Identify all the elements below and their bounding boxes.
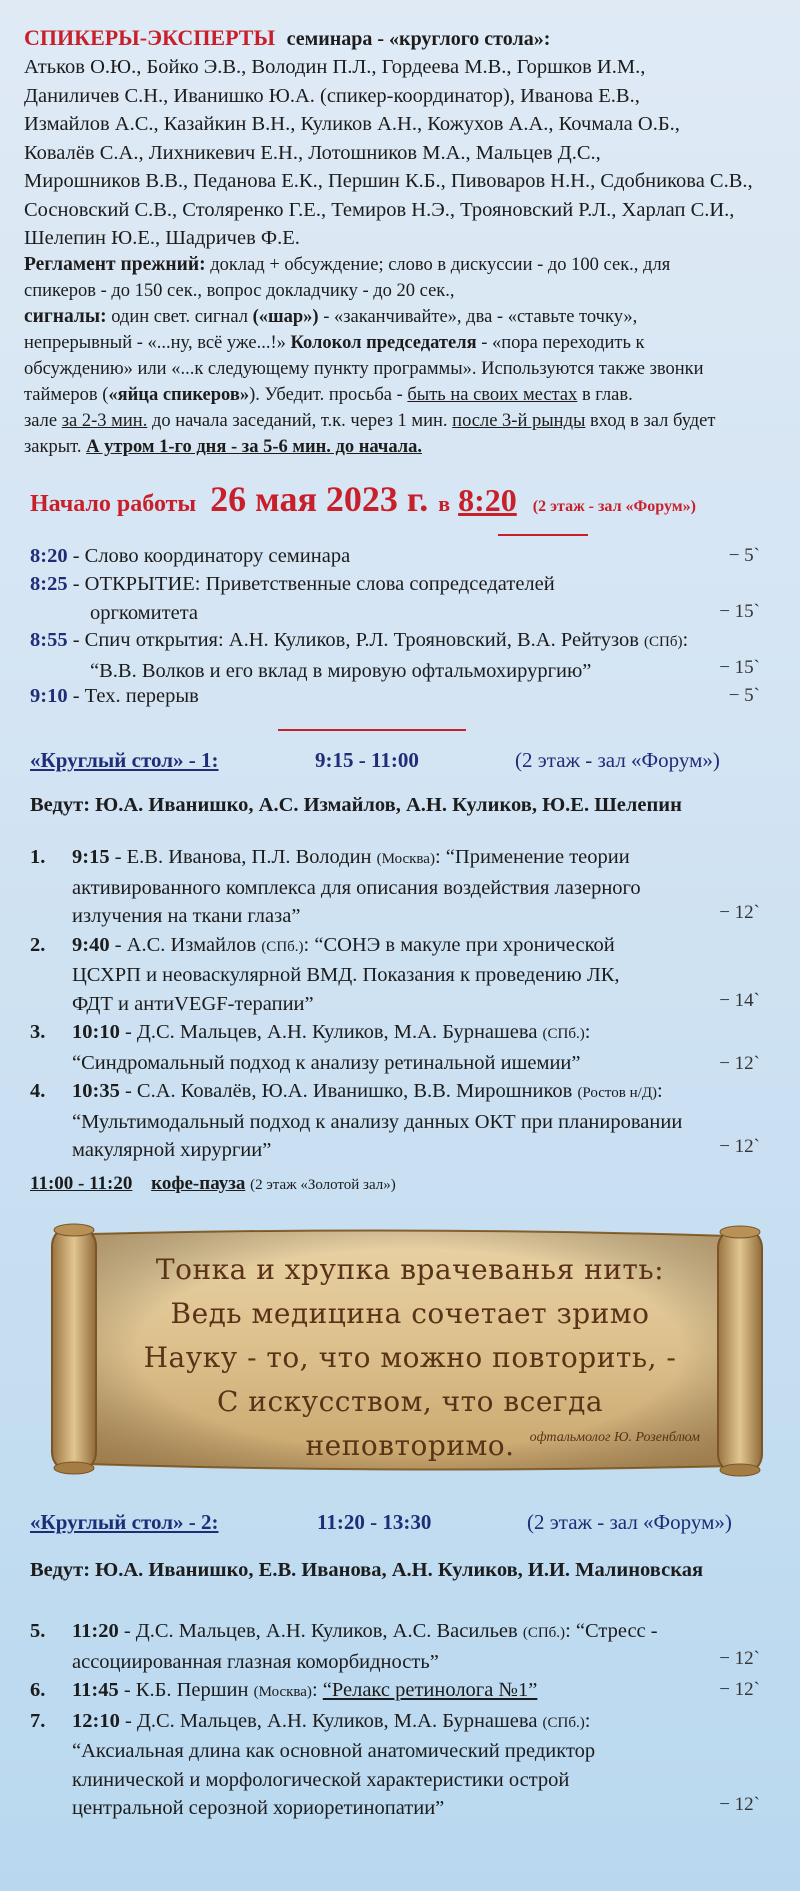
- schedule-row: [30, 682, 780, 710]
- speakers-section: [24, 24, 784, 253]
- regulation-label: Регламент прежний:: [24, 254, 206, 275]
- round2-list: [30, 1617, 780, 1823]
- rules-text: («шар»): [252, 307, 319, 327]
- city: (Ростов н/Д): [577, 1085, 658, 1101]
- rules-line: [24, 330, 784, 356]
- talk-item: [30, 1707, 780, 1823]
- talk-title: ФДТ и антиVEGF-терапии”: [72, 992, 314, 1015]
- rules-text: закрыт.: [24, 437, 82, 457]
- talk-authors: - А.С. Измайлов: [114, 933, 257, 956]
- speakers-subtitle: семинара - «круглого стола»:: [286, 28, 551, 50]
- talk-title: :: [584, 1709, 591, 1732]
- round1-title: «Круглый стол» - 1:: [30, 748, 219, 772]
- rules-line: спикеров - до 150 сек., вопрос докладчику - до 20 сек.,: [24, 281, 455, 301]
- talk-title: :: [311, 1679, 318, 1701]
- rules-text: - «заканчивайте», два - «ставьте точку»,: [323, 307, 638, 327]
- duration: − 12`: [719, 902, 760, 923]
- rules-text: за 2-3 мин.: [61, 411, 148, 431]
- talk-title: “Релакс ретинолога №1”: [322, 1679, 538, 1701]
- city: (СПб.): [522, 1625, 566, 1641]
- duration: − 15`: [719, 601, 760, 622]
- talk-title: центральной серозной хориоретинопатии”: [72, 1797, 445, 1819]
- talk-title: : “СОНЭ в макуле при хронической: [303, 933, 615, 956]
- talk-title: “Аксиальная длина как основной анатомический предиктор: [72, 1740, 596, 1762]
- rules-text: зале: [24, 411, 58, 431]
- speaker-line: Ковалёв С.А., Лихникевич Е.Н., Лотошников М.А., Мальцев Д.С.,: [24, 141, 601, 164]
- duration: − 5`: [728, 545, 760, 566]
- talk-authors: - Д.С. Мальцев, А.Н. Куликов, М.А. Бурнашева: [124, 1021, 538, 1043]
- round1-chairs: Ведут: Ю.А. Иванишко, А.С. Измайлов, А.Н. Куликов, Ю.Е. Шелепин: [30, 794, 682, 816]
- start-in: в: [438, 491, 451, 516]
- duration: − 15`: [719, 657, 760, 678]
- rules-line: [24, 252, 784, 278]
- poem-line: Науку - то, что можно повторить, -: [143, 1341, 677, 1374]
- city: (СПб): [644, 634, 683, 650]
- duration: − 14`: [719, 989, 760, 1011]
- talk-time: 10:10: [72, 1021, 120, 1043]
- poem-signature: офтальмолог Ю. Розенблюм: [529, 1430, 700, 1445]
- rules-line: обсуждению» или «...к следующему пункту программы». Используются также звонки: [24, 359, 704, 379]
- schedule-time: 8:55: [30, 629, 68, 651]
- start-hall: (2 этаж - зал «Форум»): [532, 498, 696, 515]
- rules-text: до начала заседаний, т.к. через 1 мин.: [151, 411, 448, 431]
- talk-item: [30, 1676, 780, 1707]
- rules-text: таймеров (: [24, 385, 109, 405]
- round2-hall: (2 этаж - зал «Форум»): [527, 1510, 732, 1534]
- talk-number: 5.: [30, 1620, 46, 1642]
- rules-text: в глав.: [581, 385, 633, 405]
- talk-authors: - С.А. Ковалёв, Ю.А. Иванишко, В.В. Мирошников: [124, 1080, 573, 1102]
- duration: − 5`: [728, 685, 760, 706]
- poem-line: Тонка и хрупка врачеванья нить:: [155, 1253, 665, 1286]
- talk-authors: - Д.С. Мальцев, А.Н. Куликов, А.С. Васильев: [123, 1620, 518, 1642]
- talk-item: [30, 843, 780, 931]
- talk-time: 9:15: [72, 846, 110, 868]
- talk-title: ЦСХРП и неоваскулярной ВМД. Показания к проведению ЛК,: [72, 964, 620, 986]
- opening-schedule: [30, 542, 780, 710]
- schedule-row: [30, 570, 780, 626]
- rules-line: [24, 304, 784, 330]
- talk-time: 9:40: [72, 933, 110, 956]
- talk-title: :: [584, 1021, 591, 1043]
- rules-text: ). Убедит. просьба -: [249, 385, 403, 405]
- coffee-hall: (2 этаж «Золотой зал»): [250, 1177, 396, 1193]
- coffee-break: [30, 1173, 396, 1195]
- rules-text: «яйца спикеров»: [108, 385, 250, 405]
- rules-line: [24, 408, 784, 434]
- poem-line: Ведь медицина сочетает зримо: [170, 1297, 650, 1330]
- start-line: [30, 478, 790, 520]
- signals-label: сигналы:: [24, 306, 107, 327]
- talk-number: 7.: [30, 1709, 46, 1732]
- schedule-text: - Спич открытия: А.Н. Куликов, Р.Л. Трояновский, В.А. Рейтузов: [72, 629, 639, 651]
- duration: − 12`: [719, 1793, 760, 1815]
- talk-title: : “Применение теории: [434, 846, 630, 868]
- round2-time: 11:20 - 13:30: [317, 1510, 432, 1534]
- duration: − 12`: [719, 1136, 760, 1157]
- speaker-line: Измайлов А.С., Казайкин В.Н., Куликов А.Н., Кожухов А.А., Кочмала О.Б.,: [24, 113, 680, 135]
- schedule-time: 8:20: [30, 545, 68, 567]
- schedule-text: - Тех. перерыв: [72, 685, 199, 707]
- duration: − 12`: [719, 1053, 760, 1074]
- divider: [278, 729, 466, 731]
- talk-item: [30, 931, 780, 1019]
- talk-time: 11:45: [72, 1679, 119, 1701]
- speakers-heading: [24, 24, 784, 53]
- talk-title: ассоциированная глазная коморбидность”: [72, 1650, 439, 1673]
- rules-line: [24, 434, 784, 460]
- schedule-time: 9:10: [30, 685, 68, 707]
- talk-time: 12:10: [72, 1709, 120, 1732]
- speaker-line: Даниличев С.Н., Иванишко Ю.А. (спикер-координатор), Иванова Е.В.,: [24, 84, 640, 107]
- talk-title: : “Стресс -: [565, 1620, 658, 1642]
- rules-text: - «пора переходить к: [481, 333, 645, 353]
- rules-text: Колокол председателя: [290, 333, 477, 353]
- speaker-line: Мирошников В.В., Педанова Е.К., Першин К.Б., Пивоваров Н.Н., Сдобникова С.В.,: [24, 170, 753, 192]
- divider: [498, 534, 588, 536]
- city: (СПб.): [542, 1714, 585, 1731]
- city: (Москва): [253, 1684, 312, 1700]
- schedule-text: оргкомитета: [90, 601, 198, 624]
- talk-time: 10:35: [72, 1080, 120, 1102]
- speakers-title: СПИКЕРЫ-ЭКСПЕРТЫ: [24, 25, 276, 50]
- round1-list: [30, 843, 780, 1165]
- talk-title: клинической и морфологической характеристики острой: [72, 1768, 570, 1791]
- rules-text: доклад + обсуждение; слово в дискуссии - до 100 сек., для: [210, 255, 671, 275]
- round1-time: 9:15 - 11:00: [315, 748, 419, 772]
- rules-line: [24, 382, 784, 408]
- duration: − 12`: [719, 1648, 760, 1669]
- talk-title: “Мультимодальный подход к анализу данных ОКТ при планировании: [72, 1110, 683, 1133]
- parchment-scroll: [50, 1222, 766, 1480]
- coffee-label: кофе-пауза: [151, 1173, 246, 1194]
- talk-number: 6.: [30, 1679, 46, 1701]
- schedule-text: :: [682, 629, 689, 651]
- rules-text: быть на своих местах: [407, 385, 578, 405]
- rules-text: один свет. сигнал: [111, 307, 248, 327]
- schedule-time: 8:25: [30, 573, 68, 595]
- round1-hall: (2 этаж - зал «Форум»): [515, 748, 720, 772]
- round1-header: [30, 748, 218, 773]
- speaker-line: Шелепин Ю.Е., Шадричев Ф.Е.: [24, 227, 300, 249]
- talk-authors: - Д.С. Мальцев, А.Н. Куликов, М.А. Бурнашева: [124, 1709, 538, 1732]
- rules-text: А утром 1-го дня - за 5-6 мин. до начала.: [86, 437, 423, 457]
- poem-line: С искусством, что всегда неповторимо.: [216, 1385, 604, 1462]
- talk-item: [30, 1617, 780, 1676]
- start-prefix: Начало работы: [30, 491, 197, 517]
- speaker-line: Сосновский С.В., Столяренко Г.Е., Темиров Н.Э., Трояновский Р.Л., Харлап С.И.,: [24, 198, 735, 221]
- rules-text: после 3-й рынды: [452, 411, 586, 431]
- start-date: 26 мая 2023 г.: [210, 479, 429, 519]
- schedule-text: “В.В. Волков и его вклад в мировую офтальмохирургию”: [90, 659, 592, 682]
- round2-header: [30, 1510, 218, 1535]
- schedule-row: [30, 626, 780, 682]
- city: (Москва): [376, 851, 435, 867]
- talk-title: “Синдромальный подход к анализу ретинальной ишемии”: [72, 1051, 581, 1074]
- talk-number: 1.: [30, 846, 46, 868]
- rules-text: непрерывный - «...ну, всё уже...!»: [24, 333, 286, 353]
- talk-time: 11:20: [72, 1620, 119, 1642]
- talk-authors: - Е.В. Иванова, П.Л. Володин: [114, 846, 372, 868]
- rules-text: вход в зал будет: [590, 411, 716, 431]
- city: (СПб.): [261, 938, 304, 955]
- talk-title: активированного комплекса для описания воздействия лазерного: [72, 876, 641, 899]
- start-time: 8:20: [458, 482, 517, 518]
- city: (СПб.): [542, 1026, 585, 1042]
- schedule-row: [30, 542, 780, 570]
- talk-title: излучения на ткани глаза”: [72, 905, 301, 927]
- talk-title: :: [657, 1080, 663, 1102]
- coffee-time: 11:00 - 11:20: [30, 1173, 133, 1194]
- talk-title: макулярной хирургии”: [72, 1139, 272, 1161]
- talk-number: 4.: [30, 1080, 46, 1102]
- talk-item: [30, 1018, 780, 1077]
- schedule-text: - Слово координатору семинара: [72, 545, 351, 567]
- speaker-line: Атьков О.Ю., Бойко Э.В., Володин П.Л., Гордеева М.В., Горшков И.М.,: [24, 56, 646, 78]
- round2-title: «Круглый стол» - 2:: [30, 1510, 219, 1534]
- talk-authors: - К.Б. Першин: [123, 1679, 249, 1701]
- rules-section: [24, 252, 784, 460]
- duration: − 12`: [719, 1679, 760, 1700]
- round2-chairs: Ведут: Ю.А. Иванишко, Е.В. Иванова, А.Н. Куликов, И.И. Малиновская: [30, 1559, 704, 1581]
- talk-number: 2.: [30, 933, 46, 956]
- talk-item: [30, 1077, 780, 1165]
- talk-number: 3.: [30, 1021, 46, 1043]
- schedule-text: - ОТКРЫТИЕ: Приветственные слова сопредседателей: [72, 573, 555, 595]
